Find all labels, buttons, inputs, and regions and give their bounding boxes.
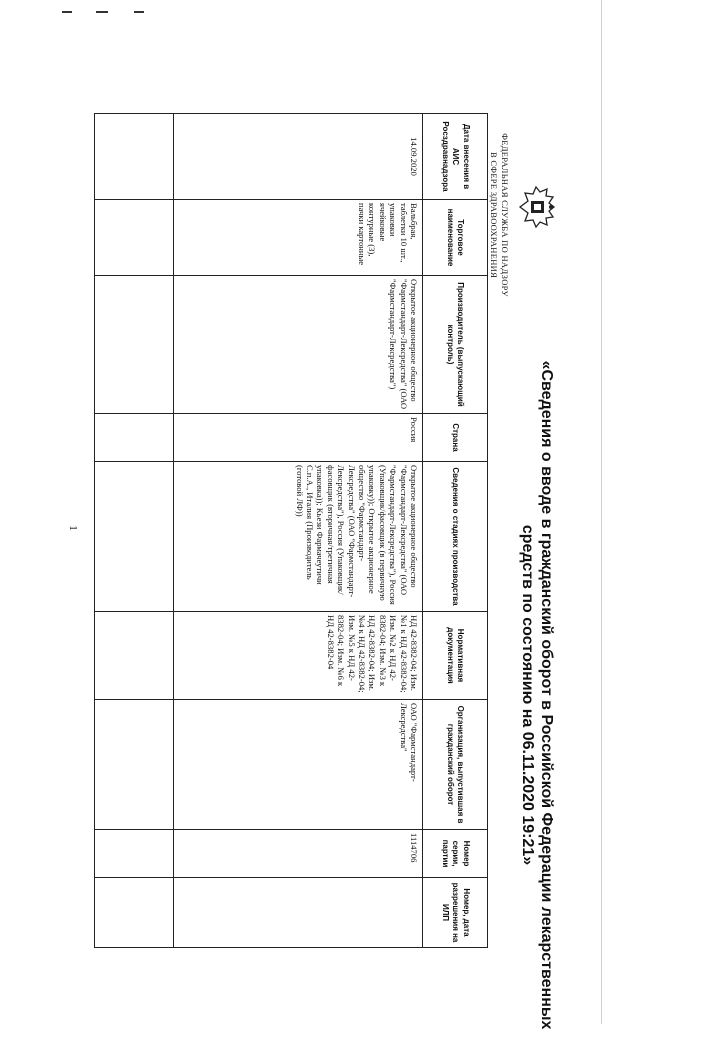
table-header-row xyxy=(423,114,488,948)
column-header-normative-doc: Нормативная документация xyxy=(423,612,488,700)
column-header-date: Дата внесения в АИС Росздравнадзора xyxy=(423,114,488,200)
column-header-trade-name: Торговое наименование xyxy=(423,200,488,276)
cell-series: 1114706 xyxy=(174,830,423,878)
scan-edge-line xyxy=(601,0,602,1024)
drugs-table xyxy=(94,113,488,948)
cell-date: 14.09.2020 xyxy=(174,114,423,200)
table-empty-row xyxy=(95,114,174,948)
empty-cell xyxy=(95,114,174,200)
scan-artifact-dash xyxy=(134,11,144,13)
page-number: 1 xyxy=(66,525,79,531)
column-header-stages: Сведения о стадиях производства xyxy=(423,462,488,612)
document-sheet xyxy=(0,95,558,1030)
cell-manufacturer: Открытое акционерное общество "Фармстандарт-Лексредства" (ОАО "Фармстандарт-Лексредства") xyxy=(174,276,423,414)
column-header-manufacturer: Производитель (выпускающий контроль) xyxy=(423,276,488,414)
agency-line: В СФЕРЕ ЗДРАВООХРАНЕНИЯ xyxy=(489,151,499,279)
empty-cell xyxy=(95,878,174,948)
empty-cell xyxy=(95,830,174,878)
cell-country: Россия xyxy=(174,414,423,462)
column-header-permit: Номер, дата разрешения на ИЛП xyxy=(423,878,488,948)
cell-permit xyxy=(174,878,423,948)
column-header-country: Страна xyxy=(423,414,488,462)
agency-name xyxy=(488,125,510,305)
empty-cell xyxy=(95,200,174,276)
empty-cell xyxy=(95,414,174,462)
cell-normative-doc: НД 42-8382-04; Изм. №1 к НД 42-8382-04; Изм. №2 к НД 42-8382-04; Изм. №3 к НД 42-8382-04; Изм. №4 к НД 42-8382-04; Изм. №5 к НД 42-8382-04; Изм. №6 к НД 42-8382-04 xyxy=(174,612,423,700)
cell-stages: Открытое акционерное общество "Фармстандарт-Лексредства" (ОАО "Фармстандарт-Лексредства"), Россия (Упаковщик/фасовщик (в первичную упаковку)); Открытое акционерное общество "Фармстандарт-Лексредства" (ОАО "Фармстандарт-Лексредства"), Россия (Упаковщик/фасовщик (вторичная/третичная упаковка)); Кьези Фармачеутичи С.п.А., Италия (Производитель (готовой ЛФ)) xyxy=(174,462,423,612)
scan-artifact-dash xyxy=(96,11,108,13)
empty-cell xyxy=(95,700,174,830)
empty-cell xyxy=(95,612,174,700)
column-header-organization: Организация, выпустившая в гражданский оборот xyxy=(423,700,488,830)
cell-trade-name: Вальбрая, таблетки 10 шт., упаковки ячейковые контурные (3), пачки картонные xyxy=(174,200,423,276)
column-header-series: Номер серии, партии xyxy=(423,830,488,878)
emblem-icon xyxy=(516,185,558,229)
table-row xyxy=(174,114,423,948)
empty-cell xyxy=(95,462,174,612)
document-title: «Сведения о вводе в гражданский оборот в Российской Федерации лекарственных средств по состоянию на 06.11.2020 19:21» xyxy=(519,360,555,1030)
cell-organization: ОАО "Фармстандарт-Лексредства" xyxy=(174,700,423,830)
agency-line: ФЕДЕРАЛЬНАЯ СЛУЖБА ПО НАДЗОРУ xyxy=(500,133,510,297)
empty-cell xyxy=(95,276,174,414)
scan-artifact-dash xyxy=(62,11,72,13)
